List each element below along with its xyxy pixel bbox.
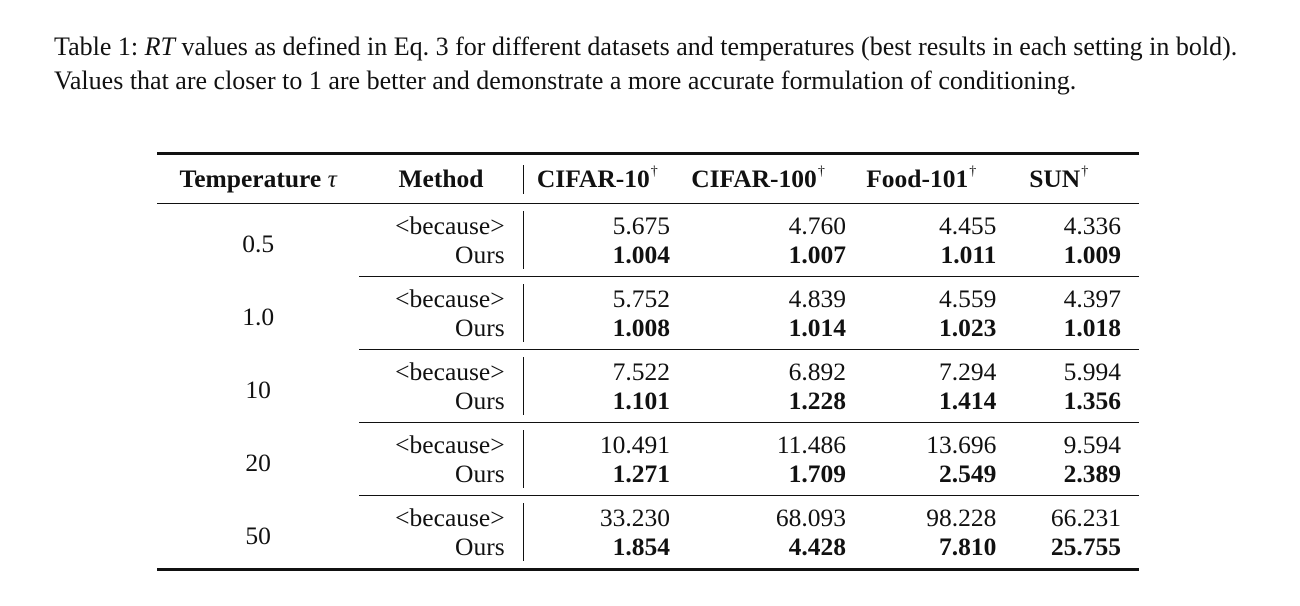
header-cifar100: [670, 154, 846, 204]
value-cell-best: 1.101: [525, 386, 670, 423]
method-cell: <because>: [395, 430, 505, 459]
value-cell-best: 1.356: [996, 386, 1139, 423]
value-cell: 4.839: [788, 284, 847, 313]
table-row: [157, 277, 1139, 314]
table-header: [157, 154, 1139, 204]
value-cell: 5.752: [612, 284, 670, 313]
temperature-cell: 10: [245, 375, 271, 404]
table-row: [157, 423, 1139, 460]
value-cell-best: 1.014: [670, 313, 846, 350]
value-cell-best: 2.389: [996, 459, 1139, 496]
value-cell-best: 1.004: [525, 240, 670, 277]
dagger-mark: †: [817, 163, 825, 179]
header-cifar100-label: CIFAR-100: [691, 164, 817, 193]
method-cell: <because>: [395, 357, 505, 386]
value-cell-best: 1.011: [846, 240, 996, 277]
header-food101: [846, 154, 996, 204]
value-cell: 4.455: [939, 211, 997, 240]
value-cell: 4.559: [939, 284, 997, 313]
temperature-cell: 1.0: [242, 302, 275, 331]
method-cell: <because>: [395, 503, 505, 532]
table-row: [157, 204, 1139, 241]
value-cell: 4.336: [1063, 211, 1121, 240]
method-cell: <because>: [395, 284, 505, 313]
caption-text: values as defined in Eq. 3 for different datasets and temperatures (best results in each setting in bold). Values that are closer to 1 are better and demonstrate a more accurate formulation of conditioning.: [54, 32, 1238, 95]
value-cell: 98.228: [926, 503, 997, 532]
value-cell: 33.230: [599, 503, 670, 532]
value-cell: 7.522: [612, 357, 670, 386]
temperature-cell: 50: [157, 496, 359, 570]
value-cell-best: 1.414: [846, 386, 996, 423]
value-cell: 11.486: [776, 430, 847, 459]
dagger-mark: †: [969, 163, 977, 179]
value-cell: 4.397: [1063, 284, 1121, 313]
value-cell-best: 1.854: [525, 532, 670, 570]
value-cell-best: 1.008: [525, 313, 670, 350]
value-cell: 66.231: [1050, 503, 1121, 532]
header-method: Method: [359, 154, 522, 204]
method-cell: <because>: [395, 211, 505, 240]
value-cell: 6.892: [788, 357, 847, 386]
header-sun: [996, 154, 1139, 204]
caption-math-rt: RT: [144, 32, 175, 61]
table-body: [157, 204, 1139, 570]
table-row: [157, 496, 1139, 533]
value-cell: 10.491: [599, 430, 670, 459]
value-cell-best: 1.271: [525, 459, 670, 496]
value-cell: 4.760: [788, 211, 847, 240]
table-row: [157, 350, 1139, 387]
method-cell: Ours: [359, 313, 522, 350]
header-cifar10: [525, 154, 670, 204]
header-temperature: [157, 154, 359, 204]
temperature-cell: 0.5: [242, 229, 275, 259]
header-food101-label: Food-101: [866, 164, 969, 193]
header-temperature-label: Temperature: [179, 164, 328, 193]
header-cifar10-label: CIFAR-10: [536, 164, 650, 193]
value-cell-best: 7.810: [846, 532, 996, 570]
value-cell-best: 1.018: [996, 313, 1139, 350]
method-cell: Ours: [359, 532, 522, 570]
header-temperature-symbol: τ: [327, 164, 337, 193]
value-cell-best: 25.755: [996, 532, 1139, 570]
caption-prefix: Table 1:: [54, 32, 145, 61]
value-cell: 13.696: [926, 430, 997, 459]
method-cell: Ours: [359, 459, 522, 496]
value-cell: 5.994: [1063, 357, 1121, 386]
header-sun-label: SUN: [1029, 164, 1081, 193]
temperature-cell: 20: [245, 448, 271, 477]
results-table: [157, 152, 1139, 571]
value-cell-best: 1.009: [996, 240, 1139, 277]
value-cell: 68.093: [775, 503, 847, 532]
method-cell: Ours: [359, 240, 522, 277]
value-cell-best: 4.428: [670, 532, 846, 570]
dagger-mark: †: [650, 163, 658, 179]
value-cell-best: 1.709: [670, 459, 846, 496]
method-cell: Ours: [359, 386, 522, 423]
dagger-mark: †: [1081, 163, 1089, 179]
value-cell-best: 1.007: [670, 240, 846, 277]
table-caption: [54, 30, 1254, 97]
header-row: [157, 154, 1139, 204]
value-cell: 9.594: [1063, 430, 1121, 459]
value-cell-best: 1.023: [846, 313, 996, 350]
value-cell: 7.294: [939, 357, 997, 386]
value-cell: 5.675: [612, 211, 670, 240]
value-cell-best: 2.549: [846, 459, 996, 496]
value-cell-best: 1.228: [670, 386, 846, 423]
